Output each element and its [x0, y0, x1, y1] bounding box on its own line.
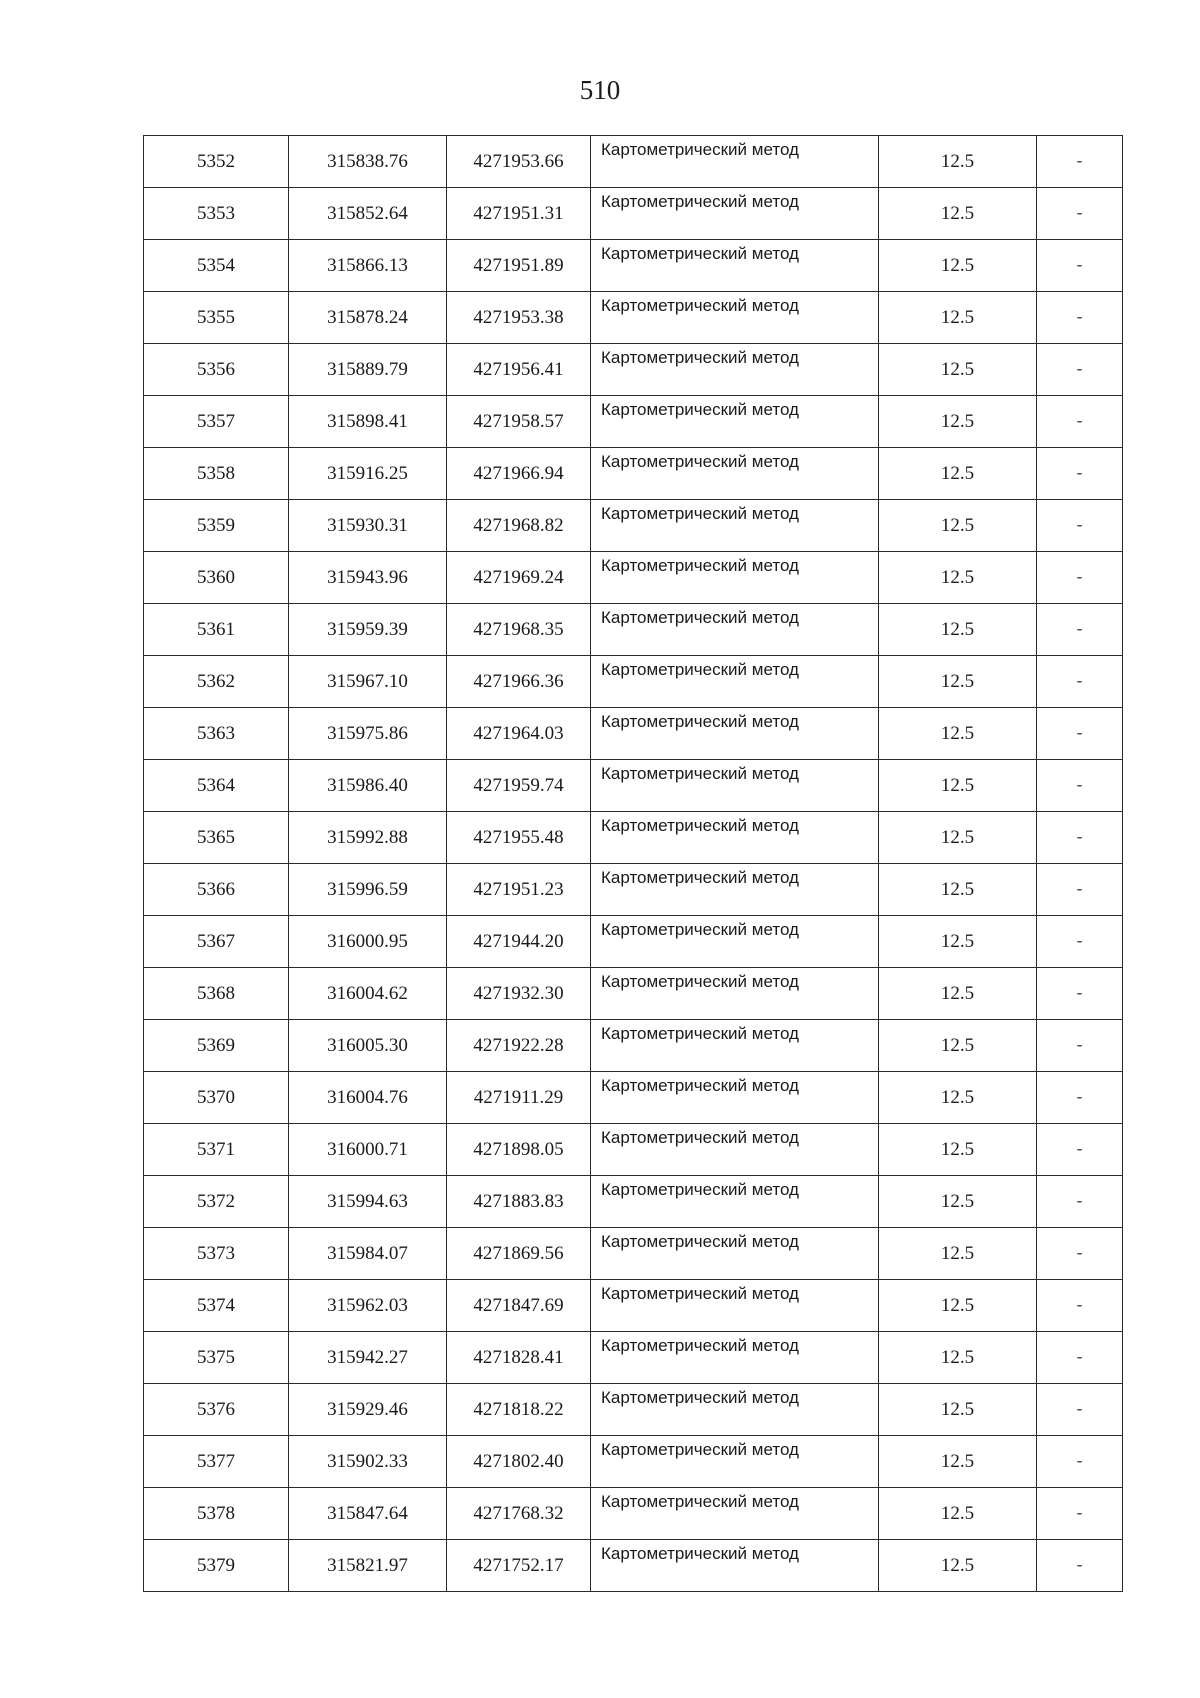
- accuracy-cell: 12.5: [879, 1540, 1037, 1592]
- point-number-cell: 5355: [144, 292, 289, 344]
- note-cell: -: [1037, 448, 1123, 500]
- note-cell: -: [1037, 708, 1123, 760]
- point-number-cell: 5362: [144, 656, 289, 708]
- coordinate-y-cell: 4271802.40: [447, 1436, 591, 1488]
- coordinate-x-cell: 316004.62: [289, 968, 447, 1020]
- note-cell: -: [1037, 240, 1123, 292]
- note-cell: -: [1037, 1488, 1123, 1540]
- method-cell: Картометрический метод: [591, 864, 879, 916]
- table-row: [144, 344, 1123, 396]
- point-number-cell: 5361: [144, 604, 289, 656]
- coordinate-x-cell: 315992.88: [289, 812, 447, 864]
- table-row: [144, 812, 1123, 864]
- table-row: [144, 1020, 1123, 1072]
- point-number-cell: 5373: [144, 1228, 289, 1280]
- accuracy-cell: 12.5: [879, 656, 1037, 708]
- accuracy-cell: 12.5: [879, 916, 1037, 968]
- table-row: [144, 604, 1123, 656]
- accuracy-cell: 12.5: [879, 500, 1037, 552]
- coordinate-x-cell: 315996.59: [289, 864, 447, 916]
- table-row: [144, 708, 1123, 760]
- note-cell: -: [1037, 760, 1123, 812]
- point-number-cell: 5360: [144, 552, 289, 604]
- table-row: [144, 916, 1123, 968]
- note-cell: -: [1037, 292, 1123, 344]
- coordinate-y-cell: 4271922.28: [447, 1020, 591, 1072]
- coordinate-x-cell: 315852.64: [289, 188, 447, 240]
- note-cell: -: [1037, 916, 1123, 968]
- table-row: [144, 968, 1123, 1020]
- table-row: [144, 188, 1123, 240]
- accuracy-cell: 12.5: [879, 1176, 1037, 1228]
- note-cell: -: [1037, 136, 1123, 188]
- coordinate-y-cell: 4271953.66: [447, 136, 591, 188]
- point-number-cell: 5364: [144, 760, 289, 812]
- point-number-cell: 5363: [144, 708, 289, 760]
- accuracy-cell: 12.5: [879, 1072, 1037, 1124]
- coordinate-x-cell: 315994.63: [289, 1176, 447, 1228]
- method-cell: Картометрический метод: [591, 812, 879, 864]
- point-number-cell: 5366: [144, 864, 289, 916]
- note-cell: -: [1037, 864, 1123, 916]
- point-number-cell: 5352: [144, 136, 289, 188]
- method-cell: Картометрический метод: [591, 1332, 879, 1384]
- coordinate-x-cell: 315929.46: [289, 1384, 447, 1436]
- note-cell: -: [1037, 656, 1123, 708]
- coordinate-x-cell: 315821.97: [289, 1540, 447, 1592]
- table-row: [144, 1280, 1123, 1332]
- method-cell: Картометрический метод: [591, 552, 879, 604]
- accuracy-cell: 12.5: [879, 760, 1037, 812]
- point-number-cell: 5357: [144, 396, 289, 448]
- table-row: [144, 1436, 1123, 1488]
- point-number-cell: 5359: [144, 500, 289, 552]
- method-cell: Картометрический метод: [591, 500, 879, 552]
- coordinate-x-cell: 315984.07: [289, 1228, 447, 1280]
- method-cell: Картометрический метод: [591, 1176, 879, 1228]
- method-cell: Картометрический метод: [591, 136, 879, 188]
- point-number-cell: 5354: [144, 240, 289, 292]
- coordinate-x-cell: 315878.24: [289, 292, 447, 344]
- coordinate-y-cell: 4271911.29: [447, 1072, 591, 1124]
- coordinate-x-cell: 316000.95: [289, 916, 447, 968]
- method-cell: Картометрический метод: [591, 396, 879, 448]
- method-cell: Картометрический метод: [591, 240, 879, 292]
- table-row: [144, 1228, 1123, 1280]
- coordinate-x-cell: 316000.71: [289, 1124, 447, 1176]
- coordinate-y-cell: 4271955.48: [447, 812, 591, 864]
- accuracy-cell: 12.5: [879, 188, 1037, 240]
- table-row: [144, 448, 1123, 500]
- coordinate-x-cell: 316005.30: [289, 1020, 447, 1072]
- note-cell: -: [1037, 1384, 1123, 1436]
- method-cell: Картометрический метод: [591, 656, 879, 708]
- accuracy-cell: 12.5: [879, 604, 1037, 656]
- coordinate-y-cell: 4271847.69: [447, 1280, 591, 1332]
- coordinate-y-cell: 4271944.20: [447, 916, 591, 968]
- coordinate-x-cell: 315962.03: [289, 1280, 447, 1332]
- method-cell: Картометрический метод: [591, 1436, 879, 1488]
- coordinate-x-cell: 316004.76: [289, 1072, 447, 1124]
- coordinate-x-cell: 315838.76: [289, 136, 447, 188]
- accuracy-cell: 12.5: [879, 1384, 1037, 1436]
- method-cell: Картометрический метод: [591, 1124, 879, 1176]
- method-cell: Картометрический метод: [591, 708, 879, 760]
- coordinate-y-cell: 4271956.41: [447, 344, 591, 396]
- coordinate-x-cell: 315930.31: [289, 500, 447, 552]
- coordinates-table: [143, 135, 1123, 1592]
- point-number-cell: 5368: [144, 968, 289, 1020]
- accuracy-cell: 12.5: [879, 864, 1037, 916]
- coordinate-y-cell: 4271869.56: [447, 1228, 591, 1280]
- method-cell: Картометрический метод: [591, 188, 879, 240]
- note-cell: -: [1037, 604, 1123, 656]
- accuracy-cell: 12.5: [879, 968, 1037, 1020]
- coordinate-y-cell: 4271951.31: [447, 188, 591, 240]
- accuracy-cell: 12.5: [879, 240, 1037, 292]
- accuracy-cell: 12.5: [879, 1228, 1037, 1280]
- point-number-cell: 5365: [144, 812, 289, 864]
- table-row: [144, 1488, 1123, 1540]
- table-row: [144, 760, 1123, 812]
- method-cell: Картометрический метод: [591, 604, 879, 656]
- table-row: [144, 1540, 1123, 1592]
- point-number-cell: 5370: [144, 1072, 289, 1124]
- coordinate-y-cell: 4271951.23: [447, 864, 591, 916]
- page-number: 510: [579, 75, 621, 105]
- coordinate-x-cell: 315847.64: [289, 1488, 447, 1540]
- accuracy-cell: 12.5: [879, 812, 1037, 864]
- point-number-cell: 5376: [144, 1384, 289, 1436]
- method-cell: Картометрический метод: [591, 1488, 879, 1540]
- note-cell: -: [1037, 968, 1123, 1020]
- table-row: [144, 1124, 1123, 1176]
- coordinate-y-cell: 4271968.82: [447, 500, 591, 552]
- note-cell: -: [1037, 500, 1123, 552]
- coordinate-y-cell: 4271932.30: [447, 968, 591, 1020]
- table-row: [144, 1176, 1123, 1228]
- method-cell: Картометрический метод: [591, 344, 879, 396]
- accuracy-cell: 12.5: [879, 344, 1037, 396]
- point-number-cell: 5374: [144, 1280, 289, 1332]
- table-row: [144, 656, 1123, 708]
- coordinate-y-cell: 4271752.17: [447, 1540, 591, 1592]
- method-cell: Картометрический метод: [591, 292, 879, 344]
- accuracy-cell: 12.5: [879, 1280, 1037, 1332]
- note-cell: -: [1037, 1020, 1123, 1072]
- accuracy-cell: 12.5: [879, 1332, 1037, 1384]
- coordinate-x-cell: 315967.10: [289, 656, 447, 708]
- coordinate-x-cell: 315942.27: [289, 1332, 447, 1384]
- method-cell: Картометрический метод: [591, 760, 879, 812]
- point-number-cell: 5378: [144, 1488, 289, 1540]
- note-cell: -: [1037, 1228, 1123, 1280]
- coordinate-y-cell: 4271828.41: [447, 1332, 591, 1384]
- coordinate-x-cell: 315866.13: [289, 240, 447, 292]
- note-cell: -: [1037, 552, 1123, 604]
- coordinate-y-cell: 4271966.94: [447, 448, 591, 500]
- accuracy-cell: 12.5: [879, 136, 1037, 188]
- table-row: [144, 864, 1123, 916]
- point-number-cell: 5372: [144, 1176, 289, 1228]
- accuracy-cell: 12.5: [879, 552, 1037, 604]
- point-number-cell: 5353: [144, 188, 289, 240]
- method-cell: Картометрический метод: [591, 1228, 879, 1280]
- table-row: [144, 500, 1123, 552]
- note-cell: -: [1037, 1540, 1123, 1592]
- accuracy-cell: 12.5: [879, 292, 1037, 344]
- coordinate-x-cell: 315959.39: [289, 604, 447, 656]
- coordinate-x-cell: 315943.96: [289, 552, 447, 604]
- method-cell: Картометрический метод: [591, 1384, 879, 1436]
- accuracy-cell: 12.5: [879, 1436, 1037, 1488]
- table-row: [144, 1332, 1123, 1384]
- table-row: [144, 396, 1123, 448]
- coordinate-y-cell: 4271969.24: [447, 552, 591, 604]
- note-cell: -: [1037, 396, 1123, 448]
- table-row: [144, 1384, 1123, 1436]
- note-cell: -: [1037, 1332, 1123, 1384]
- point-number-cell: 5375: [144, 1332, 289, 1384]
- note-cell: -: [1037, 188, 1123, 240]
- method-cell: Картометрический метод: [591, 968, 879, 1020]
- coordinate-y-cell: 4271958.57: [447, 396, 591, 448]
- coordinate-y-cell: 4271959.74: [447, 760, 591, 812]
- coordinate-x-cell: 315898.41: [289, 396, 447, 448]
- note-cell: -: [1037, 1072, 1123, 1124]
- coordinate-x-cell: 315902.33: [289, 1436, 447, 1488]
- note-cell: -: [1037, 1176, 1123, 1228]
- accuracy-cell: 12.5: [879, 1488, 1037, 1540]
- note-cell: -: [1037, 812, 1123, 864]
- coordinate-y-cell: 4271768.32: [447, 1488, 591, 1540]
- accuracy-cell: 12.5: [879, 1124, 1037, 1176]
- table-row: [144, 240, 1123, 292]
- coordinate-y-cell: 4271883.83: [447, 1176, 591, 1228]
- coordinate-y-cell: 4271951.89: [447, 240, 591, 292]
- coordinate-y-cell: 4271968.35: [447, 604, 591, 656]
- note-cell: -: [1037, 1124, 1123, 1176]
- point-number-cell: 5369: [144, 1020, 289, 1072]
- coordinate-y-cell: 4271953.38: [447, 292, 591, 344]
- coordinate-x-cell: 315889.79: [289, 344, 447, 396]
- point-number-cell: 5367: [144, 916, 289, 968]
- point-number-cell: 5371: [144, 1124, 289, 1176]
- point-number-cell: 5358: [144, 448, 289, 500]
- note-cell: -: [1037, 1280, 1123, 1332]
- coordinate-y-cell: 4271964.03: [447, 708, 591, 760]
- coordinate-y-cell: 4271966.36: [447, 656, 591, 708]
- method-cell: Картометрический метод: [591, 916, 879, 968]
- method-cell: Картометрический метод: [591, 1072, 879, 1124]
- coordinate-x-cell: 315975.86: [289, 708, 447, 760]
- point-number-cell: 5356: [144, 344, 289, 396]
- accuracy-cell: 12.5: [879, 448, 1037, 500]
- coordinate-x-cell: 315916.25: [289, 448, 447, 500]
- accuracy-cell: 12.5: [879, 396, 1037, 448]
- table-row: [144, 292, 1123, 344]
- coordinates-table-body: [144, 136, 1123, 1592]
- method-cell: Картометрический метод: [591, 1540, 879, 1592]
- method-cell: Картометрический метод: [591, 448, 879, 500]
- coordinate-x-cell: 315986.40: [289, 760, 447, 812]
- note-cell: -: [1037, 344, 1123, 396]
- coordinate-y-cell: 4271818.22: [447, 1384, 591, 1436]
- method-cell: Картометрический метод: [591, 1280, 879, 1332]
- point-number-cell: 5379: [144, 1540, 289, 1592]
- note-cell: -: [1037, 1436, 1123, 1488]
- table-row: [144, 136, 1123, 188]
- accuracy-cell: 12.5: [879, 708, 1037, 760]
- point-number-cell: 5377: [144, 1436, 289, 1488]
- table-row: [144, 552, 1123, 604]
- method-cell: Картометрический метод: [591, 1020, 879, 1072]
- table-row: [144, 1072, 1123, 1124]
- accuracy-cell: 12.5: [879, 1020, 1037, 1072]
- coordinate-y-cell: 4271898.05: [447, 1124, 591, 1176]
